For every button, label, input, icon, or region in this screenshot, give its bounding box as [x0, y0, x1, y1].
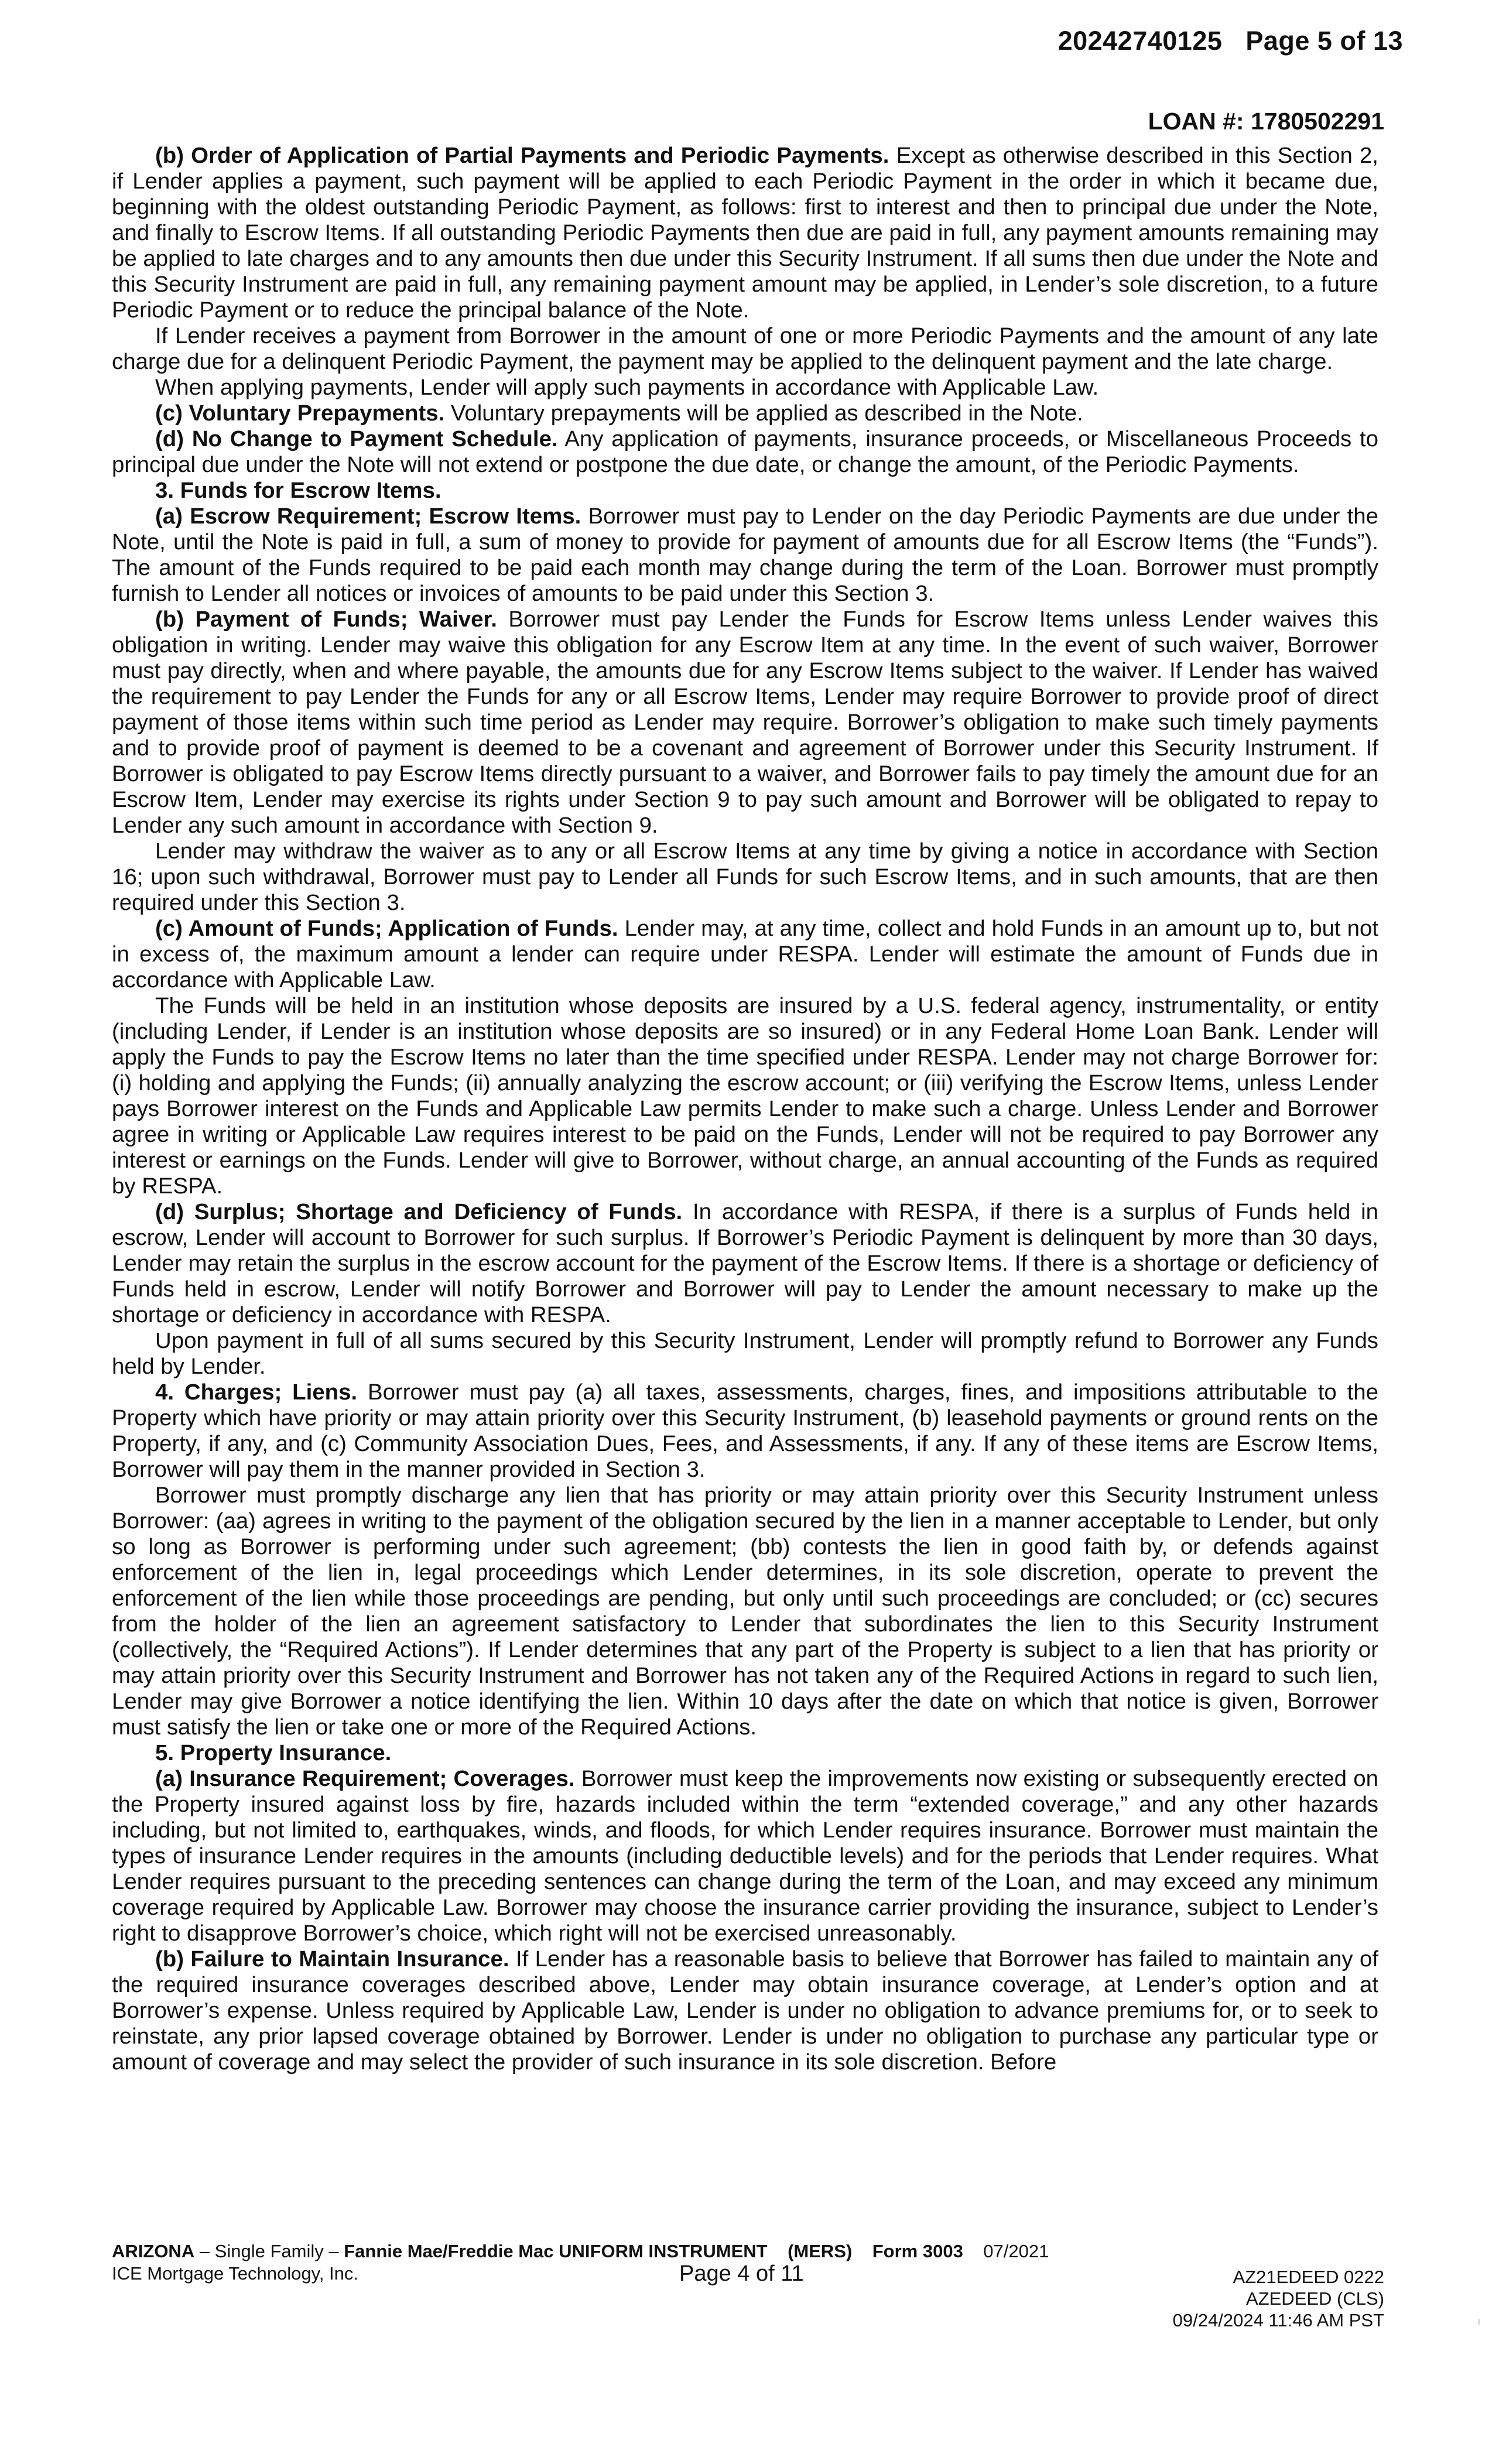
paragraph: When applying payments, Lender will apply such payments in accordance with Applicable Law.: [155, 375, 1099, 400]
form-footer-left: [112, 2240, 1049, 2285]
recorded-page-label: Page 5 of 13: [1245, 26, 1403, 56]
paragraph: (b) Failure to Maintain Insurance. If Lender has a reasonable basis to believe that Borrower has failed to maintain any of the required insurance coverages described above, Lender may obtain insurance coverage, at Lender’s option and at Borrower’s expense. Unless required by Applicable Law, Lender is under no obligation to advance premiums for, or to seek to reinstate, any prior lapsed coverage obtained by Borrower. Lender is under no obligation to purchase any particular type or amount of coverage and may select the provider of such insurance in its sole discretion. Before: [112, 1946, 1378, 2075]
section-heading: 3. Funds for Escrow Items.: [155, 478, 442, 503]
loan-number: LOAN #: 1780502291: [1148, 108, 1384, 135]
section-heading: (a) Insurance Requirement; Coverages.: [155, 1766, 575, 1791]
footer-form-date: 07/2021: [983, 2241, 1049, 2261]
section-heading: 4. Charges; Liens.: [155, 1380, 358, 1405]
paragraph: 4. Charges; Liens. Borrower must pay (a) all taxes, assessments, charges, fines, and impositions attributable to the Property which have priority or may attain priority over this Security Instrument, (b) leasehold payments or ground rents on the Property, if any, and (c) Community Association Dues, Fees, and Assessments, if any. If any of these items are Escrow Items, Borrower will pay them in the manner provided in Section 3.: [112, 1380, 1378, 1482]
paragraph: Lender may withdraw the waiver as to any or all Escrow Items at any time by giving a notice in accordance with Section 16; upon such withdrawal, Borrower must pay to Lender all Funds for such Escrow Items, and in such amounts, that are then required under this Section 3.: [112, 839, 1378, 915]
footer-state: ARIZONA: [112, 2241, 195, 2261]
form-identification: ARIZONA – Single Family – Fannie Mae/Freddie Mac UNIFORM INSTRUMENT (MERS) Form 3003 07/2021: [112, 2241, 1049, 2261]
paragraph: (a) Escrow Requirement; Escrow Items. Borrower must pay to Lender on the day Periodic Payments are due under the Note, until the Note is paid in full, a sum of money to provide for payment of amounts due for all Escrow Items (the “Funds”). The amount of the Funds required to be paid each month may change during the term of the Loan. Borrower must promptly furnish to Lender all notices or invoices of amounts to be paid under this Section 3.: [112, 504, 1378, 606]
paragraph: (a) Insurance Requirement; Coverages. Borrower must keep the improvements now existing or subsequently erected on the Property insured against loss by fire, hazards included within the term “extended coverage,” and any other hazards including, but not limited to, earthquakes, winds, and floods, for which Lender requires insurance. Borrower must maintain the types of insurance Lender requires in the amounts (including deductible levels) and for the periods that Lender requires. What Lender requires pursuant to the preceding sentences can change during the term of the Loan, and may exceed any minimum coverage required by Applicable Law. Borrower may choose the insurance carrier providing the insurance, subject to Lender’s right to disapprove Borrower’s choice, which right will not be exercised unreasonably.: [112, 1766, 1378, 1946]
footer-form-number: Form 3003: [872, 2241, 963, 2261]
paragraph: The Funds will be held in an institution whose deposits are insured by a U.S. federal agency, instrumentality, or entity (including Lender, if Lender is an institution whose deposits are so insured) or in any Federal Home Loan Bank. Lender will apply the Funds to pay the Escrow Items no later than the time specified under RESPA. Lender may not charge Borrower for: (i) holding and applying the Funds; (ii) annually analyzing the escrow account; or (iii) verifying the Escrow Items, unless Lender pays Borrower interest on the Funds and Applicable Law permits Lender to make such a charge. Unless Lender and Borrower agree in writing or Applicable Law requires interest to be paid on the Funds, Lender will not be required to pay Borrower any interest or earnings on the Funds. Lender will give to Borrower, without charge, an annual accounting of the Funds as required by RESPA.: [112, 993, 1378, 1199]
paragraph: Upon payment in full of all sums secured by this Security Instrument, Lender will promptly refund to Borrower any Funds held by Lender.: [112, 1328, 1378, 1379]
paragraph: Borrower must promptly discharge any lien that has priority or may attain priority over this Security Instrument unless Borrower: (aa) agrees in writing to the payment of the obligation secured by the lien in a manner acceptable to Lender, but only so long as Borrower is performing under such agreement; (bb) contests the lien in good faith by, or defends against enforcement of the lien in, legal proceedings which Lender determines, in its sole discretion, operate to prevent the enforcement of the lien while those proceedings are pending, but only until such proceedings are concluded; or (cc) secures from the holder of the lien an agreement satisfactory to Lender that subordinates the lien to this Security Instrument (collectively, the “Required Actions”). If Lender determines that any part of the Property is subject to a lien that has priority or may attain priority over this Security Instrument and Borrower has not taken any of the Required Actions in regard to such lien, Lender may give Borrower a notice identifying the lien. Within 10 days after the date on which that notice is given, Borrower must satisfy the lien or take one or more of the Required Actions.: [112, 1483, 1378, 1740]
footer-mers: (MERS): [788, 2241, 853, 2261]
section-heading: (a) Escrow Requirement; Escrow Items.: [155, 504, 581, 529]
footer-page-number: Page 4 of 11: [679, 2261, 804, 2286]
footer-vendor: ICE Mortgage Technology, Inc.: [112, 2263, 359, 2284]
paragraph: (b) Order of Application of Partial Payments and Periodic Payments. Except as otherwise described in this Section 2, if Lender applies a payment, such payment will be applied to each Periodic Payment in the order in which it became due, beginning with the oldest outstanding Periodic Payment, as follows: first to interest and then to principal due under the Note, and finally to Escrow Items. If all outstanding Periodic Payments then due are paid in full, any payment amounts remaining may be applied to late charges and to any amounts then due under this Security Instrument. If all sums then due under the Note and this Security Instrument are paid in full, any remaining payment amount may be applied, in Lender’s sole discretion, to a future Periodic Payment or to reduce the principal balance of the Note.: [112, 143, 1378, 323]
paragraph: If Lender receives a payment from Borrower in the amount of one or more Periodic Payments and the amount of any late charge due for a delinquent Periodic Payment, the payment may be applied to the delinquent payment and the late charge.: [112, 323, 1378, 374]
section-heading: (c) Amount of Funds; Application of Funds.: [155, 916, 618, 941]
section-heading: (b) Failure to Maintain Insurance.: [155, 1946, 509, 1972]
section-heading: (b) Order of Application of Partial Payments and Periodic Payments.: [155, 143, 889, 168]
paragraph: (c) Voluntary Prepayments. Voluntary prepayments will be applied as described in the Note.: [155, 401, 1083, 426]
section-heading: (c) Voluntary Prepayments.: [155, 401, 445, 426]
section-heading: (d) No Change to Payment Schedule.: [155, 426, 558, 451]
paragraph: (d) No Change to Payment Schedule. Any application of payments, insurance proceeds, or Miscellaneous Proceeds to principal due under the Note will not extend or postpone the due date, or change the amount, of the Periodic Payments.: [112, 426, 1378, 477]
section-title: [112, 1740, 1378, 1766]
section-heading: (d) Surplus; Shortage and Deficiency of Funds.: [155, 1199, 683, 1224]
document-body: [112, 143, 1378, 2075]
paragraph: (c) Amount of Funds; Application of Funds. Lender may, at any time, collect and hold Funds in an amount up to, but not in excess of, the maximum amount a lender can require under RESPA. Lender will estimate the amount of Funds due in accordance with Applicable Law.: [112, 916, 1378, 993]
section-title: [112, 478, 1378, 504]
paragraph: (d) Surplus; Shortage and Deficiency of Funds. In accordance with RESPA, if there is a surplus of Funds held in escrow, Lender will account to Borrower for such surplus. If Borrower’s Periodic Payment is delinquent by more than 30 days, Lender may retain the surplus in the escrow account for the payment of the Escrow Items. If there is a shortage or deficiency of Funds held in escrow, Lender will notify Borrower and Borrower will pay to Lender the amount necessary to make up the shortage or deficiency in accordance with RESPA.: [112, 1199, 1378, 1327]
section-heading: 5. Property Insurance.: [155, 1740, 392, 1765]
paragraph: (b) Payment of Funds; Waiver. Borrower must pay Lender the Funds for Escrow Items unless Lender waives this obligation in writing. Lender may waive this obligation for any Escrow Item at any time. In the event of such waiver, Borrower must pay directly, when and where payable, the amounts due for any Escrow Items subject to the waiver. If Lender has waived the requirement to pay Lender the Funds for any or all Escrow Items, Lender may require Borrower to provide proof of direct payment of those items within such time period as Lender may require. Borrower’s obligation to make such timely payments and to provide proof of payment is deemed to be a covenant and agreement of Borrower under this Security Instrument. If Borrower is obligated to pay Escrow Items directly pursuant to a waiver, and Borrower fails to pay timely the amount due for an Escrow Item, Lender may exercise its rights under Section 9 to pay such amount and Borrower will be obligated to repay to Lender any such amount in accordance with Section 9.: [112, 607, 1378, 838]
margin-mark: [1478, 2319, 1480, 2325]
footer-form-title: Fannie Mae/Freddie Mac UNIFORM INSTRUMENT: [344, 2241, 768, 2261]
form-footer-right: [1173, 2266, 1384, 2331]
recording-number: 20242740125: [1057, 26, 1223, 56]
footer-doc-code-1: AZ21EDEED 0222: [1233, 2267, 1384, 2287]
section-heading: (b) Payment of Funds; Waiver.: [155, 607, 497, 632]
recording-header: [1058, 26, 1403, 56]
footer-doc-code-2: AZEDEED (CLS): [1246, 2288, 1384, 2309]
footer-timestamp: 09/24/2024 11:46 AM PST: [1172, 2310, 1384, 2330]
